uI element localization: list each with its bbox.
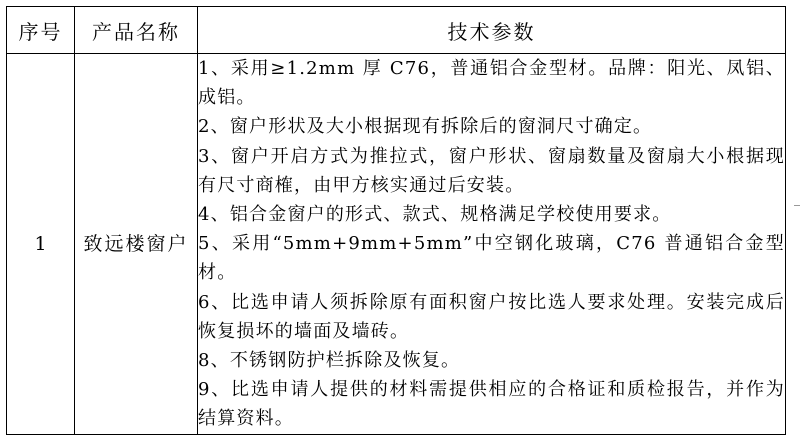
param-item: 4、铝合金窗户的形式、款式、规格满足学校使用要求。	[198, 204, 672, 226]
row-product-name: 致远楼窗户	[75, 54, 198, 435]
header-row	[7, 7, 786, 54]
technical-spec-table	[6, 6, 786, 435]
header-tech-params: 技术参数	[198, 7, 786, 54]
row-tech-params	[198, 54, 786, 435]
table-row	[7, 54, 786, 435]
page-edge-mark	[794, 205, 800, 206]
param-item: 3、窗户开启方式为推拉式，窗户形状、窗扇数量及窗扇大小根据现有尺寸商榷，由甲方核实通过后安装。	[198, 145, 785, 196]
row-seq: 1	[7, 54, 75, 435]
param-item: 6、比选申请人须拆除原有面积窗户按比选人要求处理。安装完成后恢复损坏的墙面及墙砖。	[198, 291, 785, 342]
param-item: 2、窗户形状及大小根据现有拆除后的窗洞尺寸确定。	[198, 116, 653, 138]
header-seq: 序号	[7, 7, 75, 54]
param-item: 5、采用“5mm+9mm+5mm”中空钢化玻璃，C76 普通铝合金型材。	[198, 233, 785, 284]
param-item: 8、不锈钢防护栏拆除及恢复。	[198, 350, 461, 372]
param-item: 9、比选申请人提供的材料需提供相应的合格证和质检报告，并作为结算资料。	[198, 379, 785, 430]
param-item: 1、采用≥1.2mm 厚 C76，普通铝合金型材。品牌：阳光、凤铝、成铝。	[198, 58, 785, 109]
header-product-name: 产品名称	[75, 7, 198, 54]
